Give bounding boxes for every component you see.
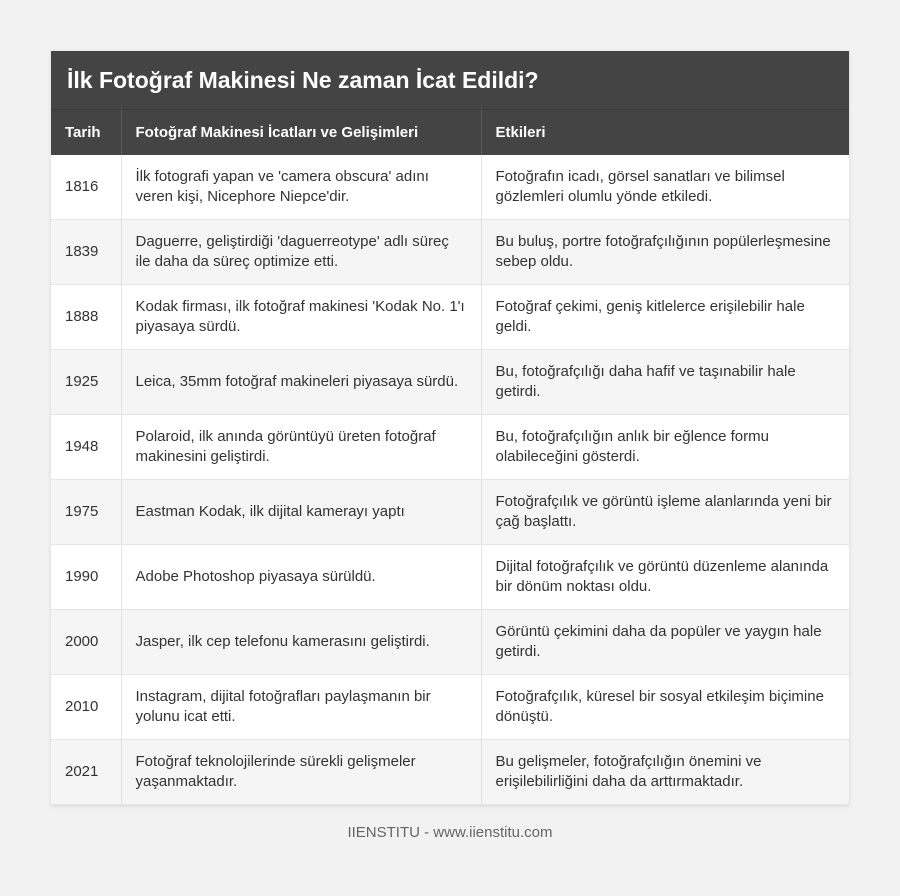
cell-date: 1888 <box>51 285 121 350</box>
cell-invention: Adobe Photoshop piyasaya sürüldü. <box>121 545 481 610</box>
cell-date: 2021 <box>51 740 121 805</box>
cell-effect: Görüntü çekimini daha da popüler ve yaygın hale getirdi. <box>481 610 849 675</box>
cell-effect: Bu gelişmeler, fotoğrafçılığın önemini ve erişilebilirliğini daha da arttırmaktadır. <box>481 740 849 805</box>
table-row <box>51 675 849 740</box>
cell-effect: Bu, fotoğrafçılığı daha hafif ve taşınabilir hale getirdi. <box>481 350 849 415</box>
cell-date: 1839 <box>51 220 121 285</box>
column-header-effects: Etkileri <box>481 110 849 155</box>
cell-invention: İlk fotografi yapan ve 'camera obscura' adını veren kişi, Nicephore Niepce'dir. <box>121 155 481 220</box>
cell-date: 2010 <box>51 675 121 740</box>
table-row <box>51 350 849 415</box>
cell-invention: Instagram, dijital fotoğrafları paylaşmanın bir yolunu icat etti. <box>121 675 481 740</box>
column-header-inventions: Fotoğraf Makinesi İcatları ve Gelişimleri <box>121 110 481 155</box>
cell-date: 1816 <box>51 155 121 220</box>
table-row <box>51 480 849 545</box>
cell-invention: Daguerre, geliştirdiği 'daguerreotype' adlı süreç ile daha da süreç optimize etti. <box>121 220 481 285</box>
cell-date: 1925 <box>51 350 121 415</box>
cell-effect: Dijital fotoğrafçılık ve görüntü düzenleme alanında bir dönüm noktası oldu. <box>481 545 849 610</box>
column-header-date: Tarih <box>51 110 121 155</box>
cell-effect: Fotoğrafçılık ve görüntü işleme alanlarında yeni bir çağ başlattı. <box>481 480 849 545</box>
table-row <box>51 285 849 350</box>
header-row <box>51 110 849 155</box>
cell-effect: Bu, fotoğrafçılığın anlık bir eğlence formu olabileceğini gösterdi. <box>481 415 849 480</box>
footer-credit: IIENSTITU - www.iienstitu.com <box>347 824 553 841</box>
cell-date: 2000 <box>51 610 121 675</box>
table-card <box>51 51 849 805</box>
timeline-table <box>51 109 849 805</box>
cell-invention: Polaroid, ilk anında görüntüyü üreten fotoğraf makinesini geliştirdi. <box>121 415 481 480</box>
cell-date: 1990 <box>51 545 121 610</box>
table-row <box>51 155 849 220</box>
cell-invention: Kodak firması, ilk fotoğraf makinesi 'Kodak No. 1'ı piyasaya sürdü. <box>121 285 481 350</box>
cell-invention: Jasper, ilk cep telefonu kamerasını geliştirdi. <box>121 610 481 675</box>
cell-invention: Eastman Kodak, ilk dijital kamerayı yaptı <box>121 480 481 545</box>
cell-effect: Fotoğrafçılık, küresel bir sosyal etkileşim biçimine dönüştü. <box>481 675 849 740</box>
cell-invention: Leica, 35mm fotoğraf makineleri piyasaya sürdü. <box>121 350 481 415</box>
table-row <box>51 220 849 285</box>
cell-date: 1948 <box>51 415 121 480</box>
cell-invention: Fotoğraf teknolojilerinde sürekli gelişmeler yaşanmaktadır. <box>121 740 481 805</box>
table-row <box>51 415 849 480</box>
cell-effect: Fotoğraf çekimi, geniş kitlelerce erişilebilir hale geldi. <box>481 285 849 350</box>
table-row <box>51 740 849 805</box>
table-row <box>51 545 849 610</box>
table-title: İlk Fotoğraf Makinesi Ne zaman İcat Edildi? <box>51 51 849 109</box>
cell-effect: Fotoğrafın icadı, görsel sanatları ve bilimsel gözlemleri olumlu yönde etkiledi. <box>481 155 849 220</box>
table-row <box>51 610 849 675</box>
cell-date: 1975 <box>51 480 121 545</box>
cell-effect: Bu buluş, portre fotoğrafçılığının popülerleşmesine sebep oldu. <box>481 220 849 285</box>
